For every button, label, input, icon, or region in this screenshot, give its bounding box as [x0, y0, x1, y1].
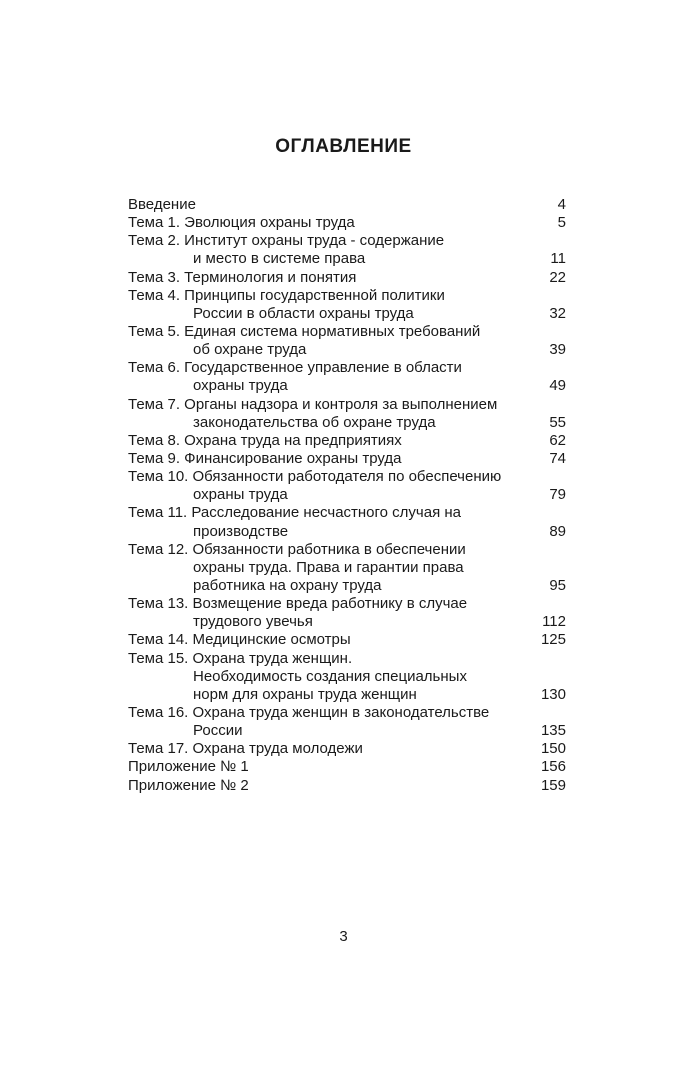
- toc-entry[interactable]: [128, 777, 578, 795]
- toc-entry-title: Тема 15. Охрана труда женщин.: [128, 649, 353, 667]
- toc-entry[interactable]: [128, 269, 578, 287]
- toc-entry-title-continuation: работника на охрану труда: [193, 576, 382, 594]
- toc-entry-title: Тема 16. Охрана труда женщин в законодательстве: [128, 703, 490, 721]
- toc-entry[interactable]: [128, 214, 578, 232]
- toc-entry-title-continuation: трудового увечья: [193, 613, 313, 631]
- toc-entry[interactable]: [128, 432, 578, 450]
- toc-entry-title: Тема 4. Принципы государственной политики: [128, 286, 445, 304]
- page-title: ОГЛАВЛЕНИЕ: [275, 136, 412, 157]
- toc-entry-page: 125: [540, 631, 566, 649]
- toc-entry-title-continuation: производстве: [193, 522, 289, 540]
- toc-entry-title-continuation: России в области охраны труда: [193, 304, 414, 322]
- toc-entry-title: Тема 2. Институт охраны труда - содержание: [128, 232, 445, 250]
- toc-entry-title-continuation: Необходимость создания специальных: [193, 667, 467, 685]
- toc-entry-page: 11: [550, 250, 566, 268]
- toc-entry-page: 32: [549, 304, 566, 322]
- toc-entry-title: Тема 12. Обязанности работника в обеспечении: [128, 540, 466, 558]
- toc-entry[interactable]: [128, 287, 578, 323]
- toc-entry-title-continuation: охраны труда: [193, 377, 288, 395]
- toc-entry-page: 74: [549, 449, 566, 467]
- toc-entry-page: 55: [549, 413, 566, 431]
- toc-entry-page: 62: [549, 431, 566, 449]
- toc-entry-title-continuation: законодательства об охране труда: [193, 413, 436, 431]
- toc-entry[interactable]: [128, 704, 578, 740]
- toc-entry[interactable]: [128, 323, 578, 359]
- toc-entry-page: 79: [549, 486, 566, 504]
- toc-entry-page: 130: [540, 685, 566, 703]
- toc-entry-title: Тема 3. Терминология и понятия: [128, 268, 357, 286]
- toc-entry-page: 39: [549, 341, 566, 359]
- toc-entry-title: Тема 1. Эволюция охраны труда: [128, 214, 355, 232]
- toc-entry-title: Приложение № 1: [128, 758, 249, 776]
- toc-entry[interactable]: [128, 650, 578, 704]
- toc-entry-title: Приложение № 2: [128, 776, 249, 794]
- toc-entry-page: 159: [540, 776, 566, 794]
- toc-entry-title: Тема 9. Финансирование охраны труда: [128, 449, 402, 467]
- toc-entry[interactable]: [128, 758, 578, 776]
- toc-entry[interactable]: [128, 396, 578, 432]
- toc-entry-title: Тема 17. Охрана труда молодежи: [128, 740, 363, 758]
- toc-entry[interactable]: [128, 631, 578, 649]
- toc-entry-page: 135: [540, 722, 566, 740]
- toc-entry-page: 156: [540, 758, 566, 776]
- toc-entry-page: 89: [549, 522, 566, 540]
- toc-entry-title: Тема 14. Медицинские осмотры: [128, 631, 351, 649]
- toc-entry-page: 112: [542, 613, 566, 631]
- toc-entry[interactable]: [128, 595, 578, 631]
- toc-entry-title-continuation: и место в системе права: [193, 250, 366, 268]
- toc-entry-page: 5: [557, 214, 566, 232]
- toc-entry-title: Тема 13. Возмещение вреда работнику в случае: [128, 595, 468, 613]
- toc-entry-title: Тема 8. Охрана труда на предприятиях: [128, 431, 402, 449]
- toc-entry-title-continuation: охраны труда. Права и гарантии права: [193, 558, 464, 576]
- toc-entry-title-continuation: охраны труда: [193, 486, 288, 504]
- toc-entry-title: Тема 10. Обязанности работодателя по обеспечению: [128, 468, 502, 486]
- toc-entry[interactable]: [128, 504, 578, 540]
- toc-entry[interactable]: [128, 232, 578, 268]
- page-number: 3: [339, 928, 348, 945]
- toc-entry-page: 22: [549, 268, 566, 286]
- toc-entry-page: 95: [549, 576, 566, 594]
- toc-entry[interactable]: [128, 541, 578, 595]
- toc-entry-page: 150: [540, 740, 566, 758]
- toc-entry-title-continuation: норм для охраны труда женщин: [193, 685, 417, 703]
- table-of-contents: [128, 196, 578, 795]
- toc-entry-title: Тема 11. Расследование несчастного случая на: [128, 504, 462, 522]
- toc-entry-page: 4: [557, 196, 566, 213]
- toc-entry-title-continuation: России: [193, 722, 243, 740]
- toc-entry[interactable]: [128, 468, 578, 504]
- toc-entry-title: Тема 6. Государственное управление в области: [128, 359, 462, 377]
- toc-entry-page: 49: [549, 377, 566, 395]
- toc-entry[interactable]: [128, 740, 578, 758]
- toc-entry-title: Тема 5. Единая система нормативных требований: [128, 322, 481, 340]
- toc-entry-title-continuation: об охране труда: [193, 341, 307, 359]
- toc-entry[interactable]: [128, 450, 578, 468]
- toc-entry-title: Тема 7. Органы надзора и контроля за выполнением: [128, 395, 498, 413]
- toc-entry[interactable]: [128, 196, 578, 214]
- toc-entry-title: Введение: [128, 196, 196, 213]
- toc-entry[interactable]: [128, 359, 578, 395]
